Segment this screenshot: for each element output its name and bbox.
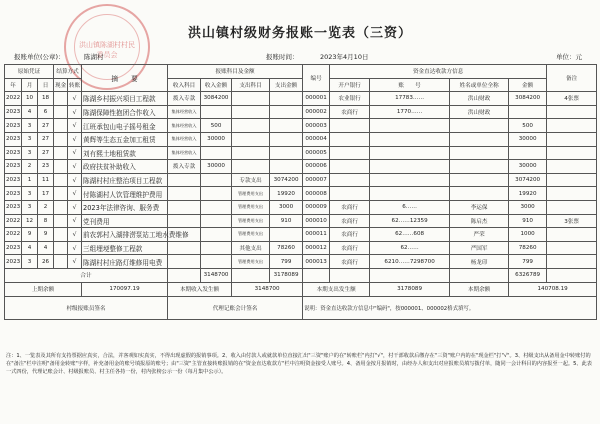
header-month: 月 [22, 78, 38, 92]
account-cell [370, 119, 450, 133]
out-subject-cell [232, 119, 270, 133]
account-cell: 6210……7298700 [370, 255, 450, 269]
in-amount-cell: 3084200 [201, 92, 232, 106]
cash-cell [54, 105, 68, 119]
remark-cell [547, 200, 597, 214]
balances-row [5, 282, 597, 296]
voucher-cell: 000002 [303, 105, 330, 119]
month-cell: 2 [22, 160, 38, 174]
amount-cell: 500 [509, 119, 547, 133]
voucher-cell: 000001 [303, 92, 330, 106]
header-remark: 备注 [547, 65, 597, 92]
unit-label: 报账单位(公章)： [14, 53, 65, 61]
in-amount-cell [201, 200, 232, 214]
year-cell: 2023 [5, 241, 22, 255]
summary-cell: 陈湖乡村振兴项目工程款 [82, 92, 168, 106]
month-cell: 3 [22, 200, 38, 214]
voucher-cell: 000005 [303, 146, 330, 160]
header-settle: 结算方式 [54, 65, 82, 79]
transfer-cell: √ [68, 214, 82, 228]
year-cell: 2023 [5, 146, 22, 160]
in-amount-cell [201, 146, 232, 160]
payee-cell: 严国军 [450, 241, 509, 255]
bank-cell [330, 146, 370, 160]
year-cell: 2022 [5, 92, 22, 106]
payee-cell: 李运保 [450, 200, 509, 214]
out-amount-cell: 910 [270, 214, 303, 228]
totals-in-amount: 3148700 [201, 268, 232, 282]
header-cash: 现金 [54, 78, 68, 92]
out-amount-cell [270, 228, 303, 242]
in-subject-cell [168, 255, 201, 269]
in-subject-cell: 拨入专款 [168, 92, 201, 106]
out-subject-cell: 专款支出 [232, 173, 270, 187]
out-amount-cell [270, 119, 303, 133]
cash-cell [54, 146, 68, 160]
header-out-amount: 支出金额 [270, 78, 303, 92]
account-cell: 1770…… [370, 105, 450, 119]
cash-cell [54, 173, 68, 187]
out-subject-cell: 管理费用支出 [232, 228, 270, 242]
account-cell: 62…… [370, 241, 450, 255]
day-cell: 9 [38, 228, 54, 242]
out-amount-cell [270, 132, 303, 146]
payee-cell: 洪山财政 [450, 92, 509, 106]
amount-cell: 30000 [509, 160, 547, 174]
month-cell: 3 [22, 132, 38, 146]
out-balance-label: 本期支出发生额 [303, 282, 370, 296]
year-cell: 2022 [5, 228, 22, 242]
totals-amount: 6326789 [509, 268, 547, 282]
bank-cell [330, 173, 370, 187]
in-subject-cell: 集体经营收入 [168, 146, 201, 160]
table-row [5, 214, 597, 228]
signature-note: 说明：资金直达收款方信息中"编码"，按000001、000002格式填写。 [303, 296, 597, 319]
header-voucher: 编号 [303, 65, 330, 92]
table-row [5, 173, 597, 187]
summary-cell: 陈湖村村庄路灯维修用电费 [82, 255, 168, 269]
month-cell: 12 [22, 214, 38, 228]
payee-cell [450, 119, 509, 133]
cash-cell [54, 214, 68, 228]
summary-cell: 刘有熙土地租赁款 [82, 146, 168, 160]
voucher-cell: 000003 [303, 119, 330, 133]
header-summary: 摘 要 [82, 65, 168, 92]
cash-cell [54, 187, 68, 201]
in-amount-cell [201, 214, 232, 228]
in-amount-cell [201, 228, 232, 242]
table-row [5, 119, 597, 133]
header-day: 日 [38, 78, 54, 92]
out-subject-cell [232, 92, 270, 106]
table-row [5, 105, 597, 119]
in-subject-cell: 拨入专款 [168, 160, 201, 174]
header-date: 原始凭证 [5, 65, 54, 79]
remark-cell [547, 132, 597, 146]
day-cell: 18 [38, 92, 54, 106]
cash-cell [54, 228, 68, 242]
in-amount-cell [201, 105, 232, 119]
transfer-cell: √ [68, 187, 82, 201]
transfer-cell: √ [68, 146, 82, 160]
in-balance-label: 本期收入发生额 [168, 282, 232, 296]
remark-cell [547, 173, 597, 187]
remark-cell [547, 187, 597, 201]
bank-cell [330, 132, 370, 146]
voucher-cell: 000013 [303, 255, 330, 269]
month-cell: 4 [22, 105, 38, 119]
payee-cell [450, 160, 509, 174]
year-cell: 2023 [5, 255, 22, 269]
year-cell: 2023 [5, 119, 22, 133]
in-subject-cell: 集体经营收入 [168, 119, 201, 133]
transfer-cell: √ [68, 105, 82, 119]
table-row [5, 255, 597, 269]
amount-cell: 910 [509, 214, 547, 228]
month-cell: 3 [22, 146, 38, 160]
ledger-rows [5, 92, 597, 269]
cash-cell [54, 92, 68, 106]
account-cell: 6…… [370, 200, 450, 214]
bank-cell: 农商行 [330, 241, 370, 255]
out-subject-cell [232, 105, 270, 119]
ledger-table [4, 64, 597, 320]
header-bank: 开户银行 [330, 78, 370, 92]
summary-cell: 陈湖村村庄整治项目工程款 [82, 173, 168, 187]
cash-cell [54, 160, 68, 174]
table-row [5, 92, 597, 106]
out-amount-cell: 19920 [270, 187, 303, 201]
remark-cell [547, 228, 597, 242]
summary-cell: 陈湖保障性抱团合作收入 [82, 105, 168, 119]
amount-cell [509, 105, 547, 119]
year-cell: 2023 [5, 200, 22, 214]
table-row [5, 241, 597, 255]
day-cell: 6 [38, 105, 54, 119]
remark-cell [547, 105, 597, 119]
header-transfer: 转账 [68, 78, 82, 92]
month-cell: 3 [22, 255, 38, 269]
header-payee: 姓名或单位全称 [450, 78, 509, 92]
payee-cell: 严荣 [450, 228, 509, 242]
month-cell: 1 [22, 173, 38, 187]
bank-cell [330, 187, 370, 201]
transfer-cell: √ [68, 160, 82, 174]
payee-cell: 杨龙印 [450, 255, 509, 269]
header-subject-group: 报账科目及金额 [168, 65, 303, 79]
totals-label: 合计 [5, 268, 168, 282]
account-cell: 17783…… [370, 92, 450, 106]
bank-cell: 农商行 [330, 200, 370, 214]
bank-cell: 农商行 [330, 105, 370, 119]
out-amount-cell [270, 160, 303, 174]
year-cell: 2023 [5, 105, 22, 119]
table-row [5, 146, 597, 160]
transfer-cell: √ [68, 228, 82, 242]
summary-cell: 前农郭村入湖排涝泵站工地水费维修 [82, 228, 168, 242]
bank-cell: 农商行 [330, 228, 370, 242]
unit-value: 陈湖村 [84, 53, 104, 61]
header-out-subject: 支出科目 [232, 78, 270, 92]
transfer-cell: √ [68, 119, 82, 133]
account-cell [370, 132, 450, 146]
amount-cell: 3084200 [509, 92, 547, 106]
payee-cell [450, 173, 509, 187]
remark-cell [547, 119, 597, 133]
payee-cell [450, 187, 509, 201]
account-cell [370, 187, 450, 201]
payee-cell [450, 132, 509, 146]
transfer-cell: √ [68, 92, 82, 106]
summary-cell: 付陈湖村人饮管理维护费用 [82, 187, 168, 201]
payee-cell: 陈启杰 [450, 214, 509, 228]
amount-cell: 1000 [509, 228, 547, 242]
table-row [5, 228, 597, 242]
header-payee-group: 资金直达收款方信息 [330, 65, 547, 79]
amount-cell [509, 146, 547, 160]
seal-text: 洪山镇陈湖村村民委员会 [79, 41, 135, 59]
header-year: 年 [5, 78, 22, 92]
out-subject-cell [232, 146, 270, 160]
cash-cell [54, 119, 68, 133]
in-subject-cell [168, 173, 201, 187]
header-amount: 金额 [509, 78, 547, 92]
account-cell: 62……608 [370, 228, 450, 242]
bank-cell: 农商行 [330, 214, 370, 228]
out-amount-cell: 3000 [270, 200, 303, 214]
remark-cell: 4张票 [547, 92, 597, 106]
transfer-cell: √ [68, 173, 82, 187]
year-cell: 2023 [5, 187, 22, 201]
proxy-signature-label: 代理记账会计签名 [168, 296, 303, 319]
cash-cell [54, 200, 68, 214]
remark-cell: 3张票 [547, 214, 597, 228]
summary-cell: 江班承包山电子摇号租金 [82, 119, 168, 133]
end-balance-value: 140708.19 [509, 282, 597, 296]
year-cell: 2022 [5, 214, 22, 228]
in-amount-cell: 30000 [201, 160, 232, 174]
in-subject-cell [168, 241, 201, 255]
out-amount-cell: 3074200 [270, 173, 303, 187]
footnotes: 注：1、一览表及其所有支持票据应真实，合法，并客观如实真实，不得出现虚假的报销事项。2、收入由付款人或就款单位直接汇出"三资"账户的在"转账栏"内打"√"，村干部收款后缴存在"三资"账户内的在"现金栏"打"√"。3、村级支出从备用金中转账付的在"备注"栏中注明"备用金转账"字样，补充备用金的账号填报原的账号；由"三资"主管直接转账报销的在"资金直达收款方"栏中注明资金接受人账号。4、备用金按月报销时，由经办人和支出对应报账员填写拨付单，随同一会计科目的内容报至一起。5、此表一式四份，代理记账会计、村级报账员、村主任各持一份，村内张榜公示一份（每月集中公示）。 [6, 353, 592, 376]
out-amount-cell: 799 [270, 255, 303, 269]
in-amount-cell: 500 [201, 119, 232, 133]
out-amount-cell [270, 105, 303, 119]
voucher-cell: 000004 [303, 132, 330, 146]
out-subject-cell: 管理费用支出 [232, 214, 270, 228]
supervisor-signature-label: 村级报账员签名 [5, 296, 168, 319]
cash-cell [54, 241, 68, 255]
transfer-cell: √ [68, 200, 82, 214]
transfer-cell: √ [68, 132, 82, 146]
out-subject-cell: 管理费用支出 [232, 255, 270, 269]
header-in-subject: 收入科目 [168, 78, 201, 92]
totals-row [5, 268, 597, 282]
month-cell: 4 [22, 241, 38, 255]
voucher-cell: 000009 [303, 200, 330, 214]
in-amount-cell: 30000 [201, 132, 232, 146]
day-cell: 27 [38, 119, 54, 133]
summary-cell: 党刊费用 [82, 214, 168, 228]
day-cell: 17 [38, 187, 54, 201]
table-row [5, 187, 597, 201]
voucher-cell: 000008 [303, 187, 330, 201]
voucher-cell: 000011 [303, 228, 330, 242]
transfer-cell: √ [68, 255, 82, 269]
remark-cell [547, 241, 597, 255]
summary-cell: 三组埋埂整修工程款 [82, 241, 168, 255]
table-row [5, 200, 597, 214]
out-subject-cell: 管理费用支出 [232, 187, 270, 201]
month-cell: 9 [22, 228, 38, 242]
year-cell: 2023 [5, 173, 22, 187]
account-cell [370, 173, 450, 187]
prev-balance-label: 上期余额 [5, 282, 82, 296]
voucher-cell: 000012 [303, 241, 330, 255]
day-cell: 2 [38, 200, 54, 214]
account-cell [370, 146, 450, 160]
prev-balance-value: 170097.19 [82, 282, 168, 296]
voucher-cell: 000007 [303, 173, 330, 187]
account-cell: 62……12359 [370, 214, 450, 228]
remark-cell [547, 146, 597, 160]
bank-cell [330, 160, 370, 174]
year-cell: 2023 [5, 160, 22, 174]
payee-cell [450, 146, 509, 160]
month-cell: 3 [22, 119, 38, 133]
cash-cell [54, 255, 68, 269]
day-cell: 27 [38, 132, 54, 146]
month-cell: 3 [22, 187, 38, 201]
day-cell: 27 [38, 146, 54, 160]
remark-cell [547, 255, 597, 269]
in-amount-cell [201, 173, 232, 187]
year-cell: 2023 [5, 132, 22, 146]
date-value: 2023年4月10日 [320, 53, 369, 61]
account-cell [370, 160, 450, 174]
out-subject-cell: 其他支出 [232, 241, 270, 255]
day-cell: 8 [38, 214, 54, 228]
day-cell: 23 [38, 160, 54, 174]
summary-cell: 2023年法律咨询、服务费 [82, 200, 168, 214]
table-row [5, 132, 597, 146]
out-subject-cell: 管理费用支出 [232, 200, 270, 214]
amount-cell: 3074200 [509, 173, 547, 187]
day-cell: 4 [38, 241, 54, 255]
bank-cell [330, 119, 370, 133]
month-cell: 10 [22, 92, 38, 106]
summary-cell: 政府扶贫补助收入 [82, 160, 168, 174]
in-subject-cell [168, 214, 201, 228]
in-amount-cell [201, 255, 232, 269]
payee-cell: 洪山财政 [450, 105, 509, 119]
table-row [5, 160, 597, 174]
in-balance-value: 3148700 [232, 282, 303, 296]
currency-label: 单位：元 [556, 53, 582, 61]
voucher-cell: 000010 [303, 214, 330, 228]
in-amount-cell [201, 187, 232, 201]
in-subject-cell [168, 200, 201, 214]
amount-cell: 3000 [509, 200, 547, 214]
day-cell: 26 [38, 255, 54, 269]
in-amount-cell [201, 241, 232, 255]
page-title: 洪山镇村级财务报账一览表（三资） [187, 26, 412, 41]
bank-cell: 农业银行 [330, 92, 370, 106]
end-balance-label: 本期余额 [450, 282, 509, 296]
out-balance-value: 3178089 [370, 282, 450, 296]
in-subject-cell [168, 187, 201, 201]
cash-cell [54, 132, 68, 146]
out-subject-cell [232, 132, 270, 146]
remark-cell [547, 160, 597, 174]
header-in-amount: 收入金额 [201, 78, 232, 92]
in-subject-cell: 集体经营收入 [168, 132, 201, 146]
out-amount-cell [270, 92, 303, 106]
day-cell: 11 [38, 173, 54, 187]
header-account: 账 号 [370, 78, 450, 92]
in-subject-cell: 集体经营收入 [168, 105, 201, 119]
transfer-cell: √ [68, 241, 82, 255]
summary-cell: 黄辉等生态五金加工租赁 [82, 132, 168, 146]
date-label: 报账时间： [266, 53, 299, 61]
amount-cell: 19920 [509, 187, 547, 201]
out-subject-cell [232, 160, 270, 174]
out-amount-cell [270, 146, 303, 160]
amount-cell: 30000 [509, 132, 547, 146]
out-amount-cell: 78260 [270, 241, 303, 255]
voucher-cell: 000006 [303, 160, 330, 174]
bank-cell: 农商行 [330, 255, 370, 269]
amount-cell: 78260 [509, 241, 547, 255]
signature-row [5, 296, 597, 319]
totals-out-amount: 3178089 [270, 268, 303, 282]
amount-cell: 799 [509, 255, 547, 269]
